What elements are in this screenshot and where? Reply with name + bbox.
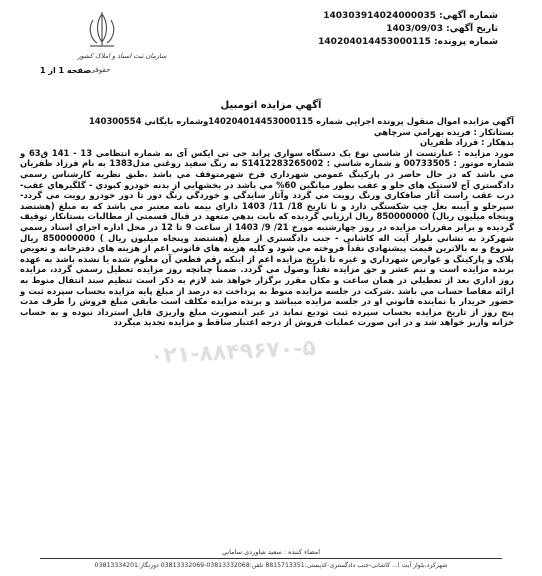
iran-emblem-icon xyxy=(60,8,144,90)
case-number-row xyxy=(268,36,498,49)
footer-divider xyxy=(40,558,502,559)
ad-number-row xyxy=(268,10,498,23)
ad-date-row xyxy=(268,23,498,36)
document-body xyxy=(20,116,514,328)
case-line: آگهي مزايده اموال منقول پرونده اجرايي شماره 140204014453000115وشماره بايگاني 140300554 xyxy=(88,116,514,126)
org-logo-script: حقوقی xyxy=(89,66,111,74)
ad-date-value: 1403/09/03 xyxy=(386,24,443,34)
footer-address: شهرکرد،بلوار آیت ا... کاشانی-جنب دادگستری-کدپستی:8815713351 تلفن:03813332068-03813332069 دورنگار:03813334201 xyxy=(94,562,448,569)
org-name: سازمان ثبت اسناد و املاک کشور xyxy=(77,52,167,60)
ad-metadata xyxy=(268,10,498,49)
ad-number-label: شماره آگهي: xyxy=(439,11,498,21)
document-title: آگهي مزايده اتومبيل xyxy=(220,100,322,111)
debtor-line: بدهکار : فرزاد ظفريان xyxy=(420,137,514,148)
watermark-phone: ۰۲۱-۸۸۴۹۶۷۰-۵ xyxy=(149,335,317,370)
ad-date-label: تاريخ آگهي: xyxy=(446,24,498,34)
page-number: صفحه 1 از 1 xyxy=(40,66,91,75)
ad-number-value: 140303914024000035 xyxy=(323,11,436,21)
auction-details: مورد مزايده : عبارتست از شاسي نوع يک دستگاه سواري پراید جی تی ایکس آی به شماره انتظامي 13 - 141 ق63 و شماره موتور : 00733505 و شماره شاسي : S1412283265002 به رنگ سفيد روغني مدل1383 به نام فرزاد ظفريان مي باشد که در حال حاضر در پارکينگ عمومي شهرداري فرخ شهرمتوقف مي باشد .طبق نظريه کارشناس رسمي دادگستري آج لاستيک هاي جلو و عقب بطور ميانگين 60% مي باشد در بخشهايي از بدنه خودرو کبودي - گلگيرهاي عقب-درب عقب راست آثار صافکاري ورنگ رويت مي گردد وآثار سايدگي و خوردگي رنگ دور تا دور خودرو رويت مي گردد-سپرجلو و آيينه بغل چپ شکستگي دارد و تا تاريخ 18/ 11/ 1403 داراي بيمه نامه معتبر مي باشد که به مبلغ (هشتصد وپنجاه ميليون ريال) 850000000 ريال ارزيابي گرديده که بابت بدهي متعهد در قبال قسمتي از مطالبات بستانکار توقيف گرديده و برابر مقررات مزايده در روز چهارشنبه مورخ 21/ 9/ 1403 از ساعت 9 تا 12 در محل اداره اجراي اسناد رسمي شهرکرد به نشاني بلوار آيت اله کاشاني - جنب دادگستري از مبلغ (هشتصد وپنجاه ميليون ريال ) 850000000 ريال شروع و به بالاترين قيمت پيشنهادي نقداً فروخته مي شود و کليه هزينه هاي قانوني اعم از هزينه هاي دفترخانه و تعويض پلاک و پارکينگ و عوارض شهرداري و غيره تا تاريخ مزايده اعم از اينکه رقم قطعي آن معلوم شده يا نشده باشد به عهده برنده مزايده است و نيم عشر و حق مزايده نقداً وصول مي گردد. ضمناً چنانچه روز مزايده تعطيل رسمي گردد، مزايده روز اداري بعد از تعطيلي در همان ساعت و مکان مقرر برگزار خواهد شد لازم به ذکر است تنظيم سند انتقال منوط به ارائه مفاصا حساب مي باشد .شرکت در جلسه مزايده منوط به پرداخت ده درصد از مبلغ پايه مزايده بحساب سپرده ثبت و حضور خريدار يا نماينده قانوني او در جلسه مزايده ميباشد و برنده مزايده مکلف است مابقي مبلغ فروش را ظرف مدت پنج روز از تاريخ مزايده بحساب سپرده ثبت توديع نمايد در غير اينصورت مبلغ واريزي قابل استرداد نبوده و به حساب خزانه واريز خواهد شد و در اين صورت عمليات فروش از درجه اعتبار ساقط و مزايده تجديد ميگردد xyxy=(20,147,515,328)
case-number-value: 140204014453000115 xyxy=(318,37,431,47)
signer-line: امضاء کننده : سعید شاوردی ساماني xyxy=(221,548,321,556)
creditor-line: بستانکار : فريده بهرامي سرچاهي xyxy=(373,126,514,137)
case-number-label: شماره پرونده: xyxy=(434,37,498,47)
